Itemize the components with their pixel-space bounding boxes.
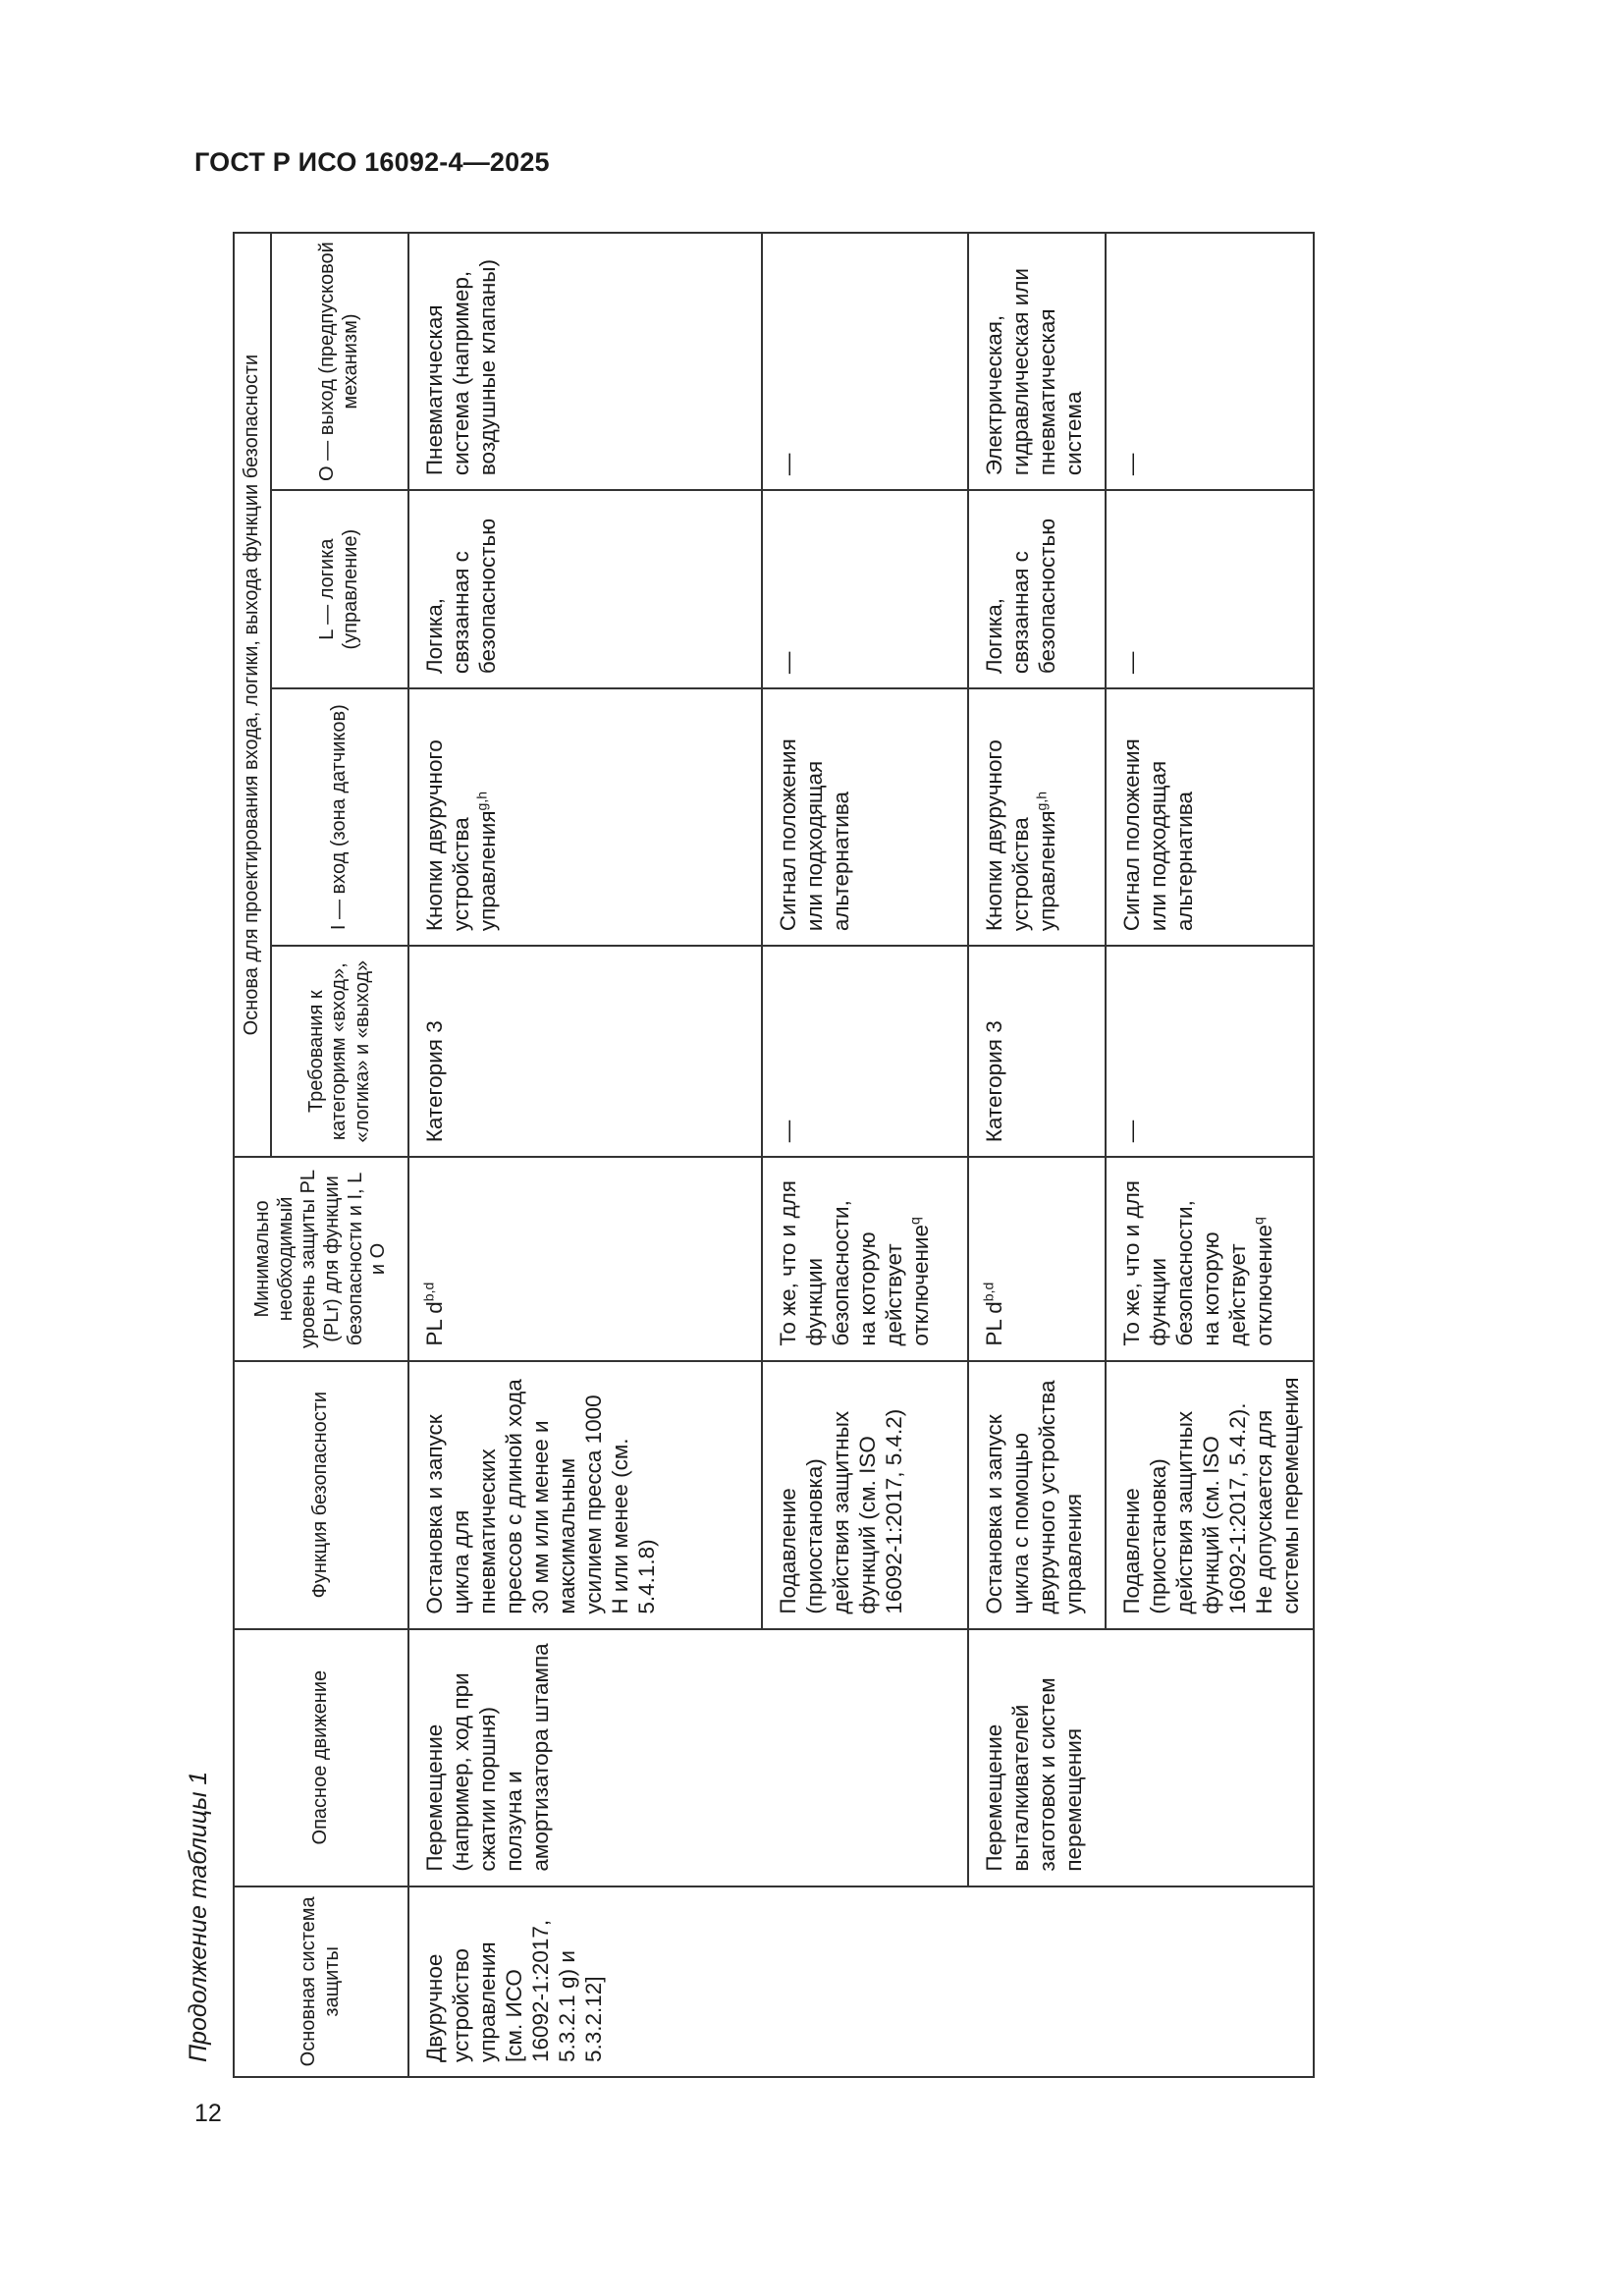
cell-function: Остановка и запуск цикла с помощью двуручного устройства управления	[968, 1361, 1106, 1629]
table-caption: Продолжение таблицы 1	[185, 1771, 212, 2062]
footnote-ref: b,d	[420, 1282, 437, 1302]
cell-output: —	[1106, 233, 1314, 490]
cell-function: Подавление (приостановка) действия защитных функций (см. ISO 16092-1:2017, 5.4.2). Не допускается для системы перемещения	[1106, 1361, 1314, 1629]
cell-input: Сигнал положения или подходящая альтернатива	[1106, 688, 1314, 946]
cell-function: Остановка и запуск цикла для пневматических прессов с длиной хода 30 мм или менее и максимальным усилием пресса 1000 Н или менее (см. 5.4.1.8)	[408, 1361, 762, 1629]
table-row	[968, 233, 1106, 2077]
cell-system: Двуручное устройство управления [см. ИСО 16092-1:2017, 5.3.2.1 g) и 5.3.2.12]	[408, 1886, 1314, 2077]
footnote-ref: q	[1250, 1217, 1267, 1225]
document-header: ГОСТ Р ИСО 16092-4—2025	[194, 147, 550, 177]
cell-output: Электрическая, гидравлическая или пневматическая система	[968, 233, 1106, 490]
header-system: Основная система защиты	[234, 1886, 408, 2077]
header-basis: Основа для проектирования входа, логики, выхода функции безопасности	[234, 233, 271, 1157]
cell-output: Пневматическая система (например, воздушные клапаны)	[408, 233, 762, 490]
footnote-ref: g,h	[1033, 791, 1050, 811]
cell-pl	[1106, 1157, 1314, 1360]
cell-pl	[408, 1157, 762, 1360]
footnote-ref: b,d	[980, 1282, 997, 1302]
table-row	[408, 233, 762, 2077]
header-output: O — выход (предпусковой механизм)	[271, 233, 408, 490]
header-motion: Опасное движение	[234, 1629, 408, 1886]
input-text: Кнопки двуручного устройства управления	[982, 739, 1059, 932]
header-requirements: Требования к категориям «вход», «логика» и «выход»	[271, 946, 408, 1157]
cell-motion: Перемещение выталкивателей заготовок и систем перемещения	[968, 1629, 1314, 1886]
cell-requirements: —	[762, 946, 968, 1157]
footnote-ref: g,h	[473, 791, 490, 811]
pl-value: PL d	[422, 1301, 447, 1346]
footnote-ref: q	[906, 1217, 923, 1225]
cell-logic: Логика, связанная с безопасностью	[968, 490, 1106, 688]
header-function: Функция безопасности	[234, 1361, 408, 1629]
cell-requirements: Категория 3	[968, 946, 1106, 1157]
header-pl: Минимально необходимый уровень защиты PL (PLr) для функции безопасности и I, L и O	[234, 1157, 408, 1360]
cell-logic: —	[1106, 490, 1314, 688]
cell-requirements: —	[1106, 946, 1314, 1157]
cell-input: Сигнал положения или подходящая альтернатива	[762, 688, 968, 946]
cell-pl	[968, 1157, 1106, 1360]
header-input: I — вход (зона датчиков)	[271, 688, 408, 946]
cell-function: Подавление (приостановка) действия защитных функций (см. ISO 16092-1:2017, 5.4.2)	[762, 1361, 968, 1629]
cell-pl	[762, 1157, 968, 1360]
cell-input	[968, 688, 1106, 946]
cell-input	[408, 688, 762, 946]
header-row	[234, 233, 271, 2077]
safety-table	[233, 232, 1315, 2078]
page-number: 12	[194, 2100, 222, 2127]
header-logic: L — логика (управление)	[271, 490, 408, 688]
cell-logic: Логика, связанная с безопасностью	[408, 490, 762, 688]
pl-value: То же, что и для функции безопасности, на которую действует отключение	[776, 1180, 933, 1346]
pl-value: То же, что и для функции безопасности, на которую действует отключение	[1119, 1180, 1276, 1346]
cell-requirements: Категория 3	[408, 946, 762, 1157]
pl-value: PL d	[982, 1301, 1006, 1346]
cell-motion: Перемещение (например, ход при сжатии поршня) ползуна и амортизатора штампа	[408, 1629, 968, 1886]
cell-output: —	[762, 233, 968, 490]
cell-logic: —	[762, 490, 968, 688]
table-container	[233, 232, 1313, 2078]
input-text: Кнопки двуручного устройства управления	[422, 739, 500, 932]
